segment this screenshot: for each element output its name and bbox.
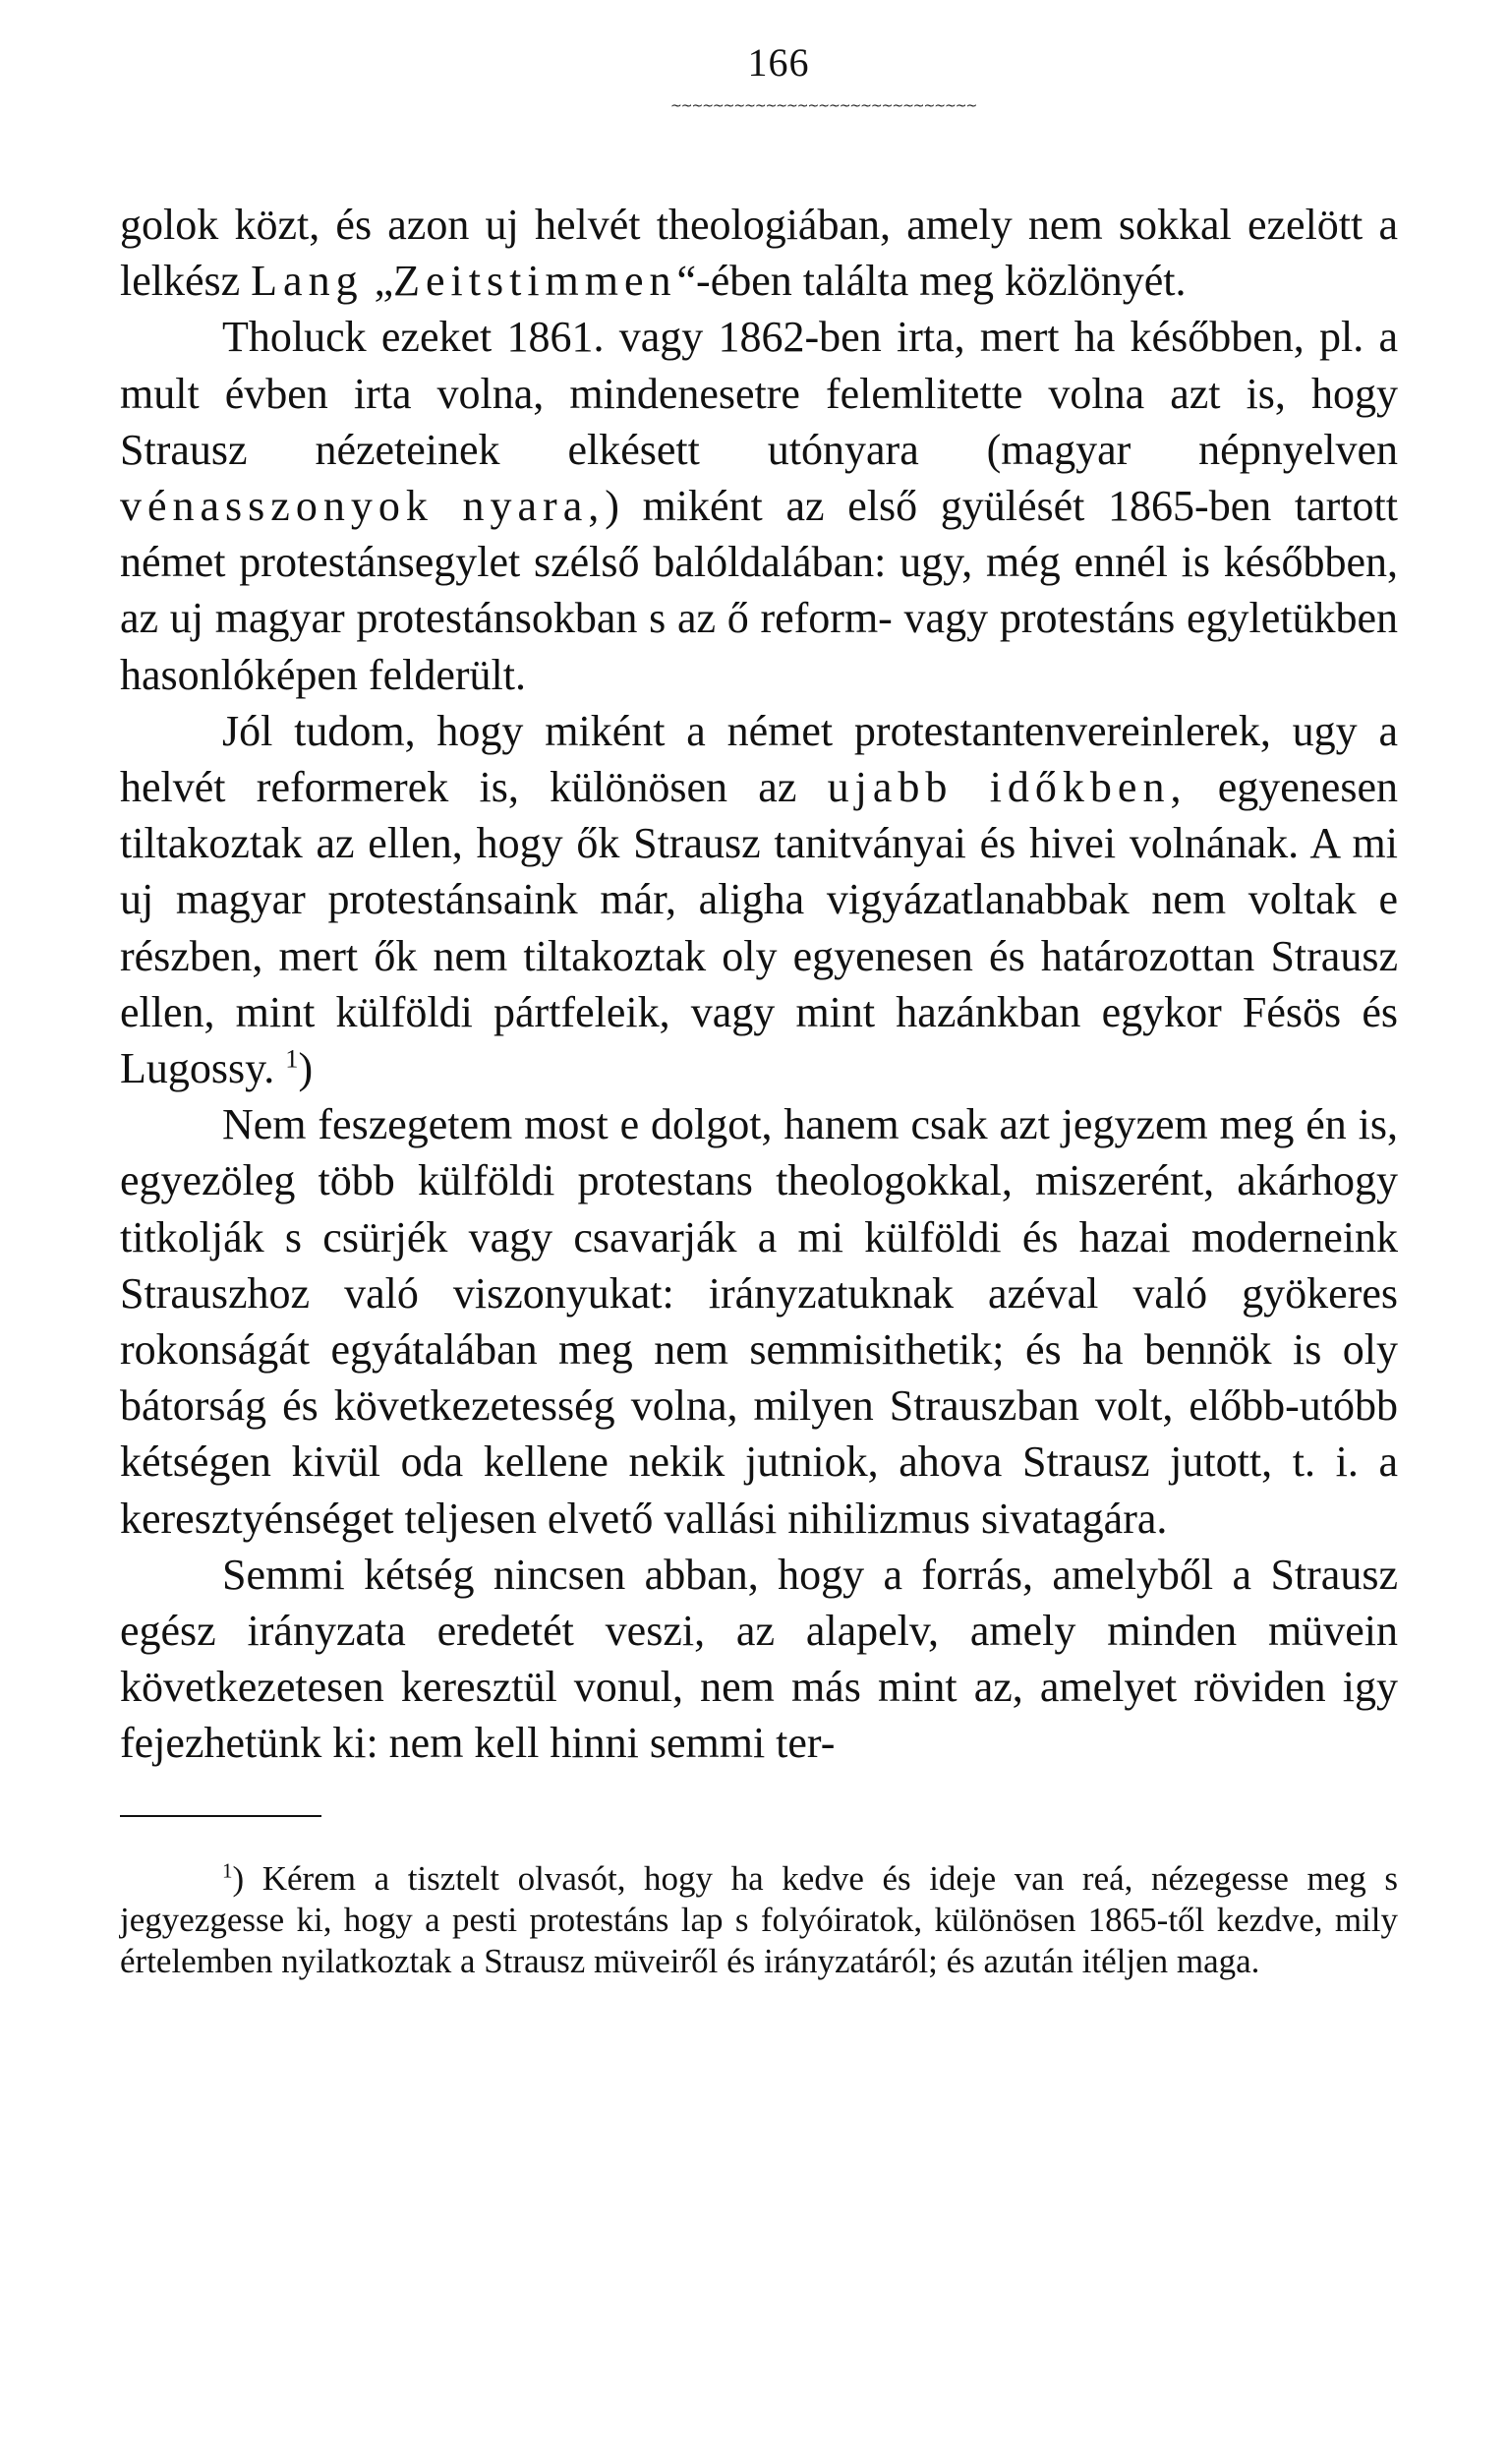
spaced-name-lang: Lang (251, 257, 364, 306)
footnote-text: Kérem a tisztelt olvasót, hogy ha kedve és ideje van reá, nézegesse meg s jegyezgesse ki, hogy a pesti protestáns lap s folyóiratok, különösen 1865-től kezdve, mily értelemben nyilatkoztak a Strausz müveiről és irányzatáról; és azután itéljen maga. (120, 1858, 1398, 1980)
spaced-phrase-ujabb-idokben: ujabb időkben, (827, 763, 1188, 812)
footnotes (120, 1858, 1398, 1982)
footnote-marker: 1 (222, 1858, 233, 1883)
page-number: 166 (747, 40, 810, 85)
paragraph-1: golok közt, és azon uj helvét theologiában, amely nem sokkal ezelött a lelkész Lang „Zeitstimmen“-ében találta meg közlönyét. (120, 201, 1398, 306)
footnote-1: $^1$) Kérem a tisztelt olvasót, hogy ha kedve és ideje van reá, nézegesse meg s jegyezgesse ki, hogy a pesti protestáns lap s folyóiratok, különösen 1865-től kezdve, mily értelemben nyilatkoztak a Strausz müveiről és irányzatáról; és azután itéljen maga. (120, 1858, 1398, 1980)
footnote-divider (120, 1815, 321, 1817)
body-text (120, 197, 1398, 1772)
paragraph-4: Nem feszegetem most e dolgot, hanem csak azt jegyzem meg én is, egyezöleg több külföldi protestans theologokkal, miszerént, akárhogy titkolják s csürjék vagy csavarják a mi külföldi és hazai moderneink Strauszhoz való viszonyukat: irányzatuknak azéval való gyökeres rokonságát egyátalában meg nem semmisithetik; és ha bennök is oly bátorság és következetesség volna, milyen Strauszban volt, előbb-utóbb kétségen kivül oda kellene nekik jutniok, ahova Strausz jutott, t. i. a keresztyénséget teljesen elvető vallási nihilizmus sivatagára. (120, 1100, 1398, 1543)
footnote-reference[interactable]: 1 (285, 1043, 299, 1074)
spaced-phrase-venasszonyok: vénasszonyok nyara, (120, 482, 606, 531)
header-ornament: ~~~~~~~~~~~~~~~~~~~~~~~~~~~~~ (670, 98, 977, 114)
paragraph-2: Tholuck ezeket 1861. vagy 1862-ben irta, mert ha későbben, pl. a mult évben irta volna, mindenesetre felemlitette volna azt is, hogy Strausz nézeteinek elkésett utónyara (magyar népnyelven vénasszonyok nyara,) miként az első gyülését 1865-ben tartott német protestánsegylet szélső balóldalában: ugy, még ennél is későbben, az uj magyar protestánsokban s az ő reform- vagy protestáns egyletükben hasonlóképen felderült. (120, 313, 1399, 699)
paragraph-5: Semmi kétség nincsen abban, hogy a forrás, amelyből a Strausz egész irányzata eredetét veszi, az alapelv, amely minden müvein következetesen keresztül vonul, nem más mint az, amelyet röviden igy fejezhetünk ki: nem kell hinni semmi ter- (120, 1550, 1398, 1768)
spaced-title-zeitstimmen: Zeitstimmen (393, 257, 677, 306)
paragraph-3: Jól tudom, hogy miként a német protestantenvereinlerek, ugy a helvét reformerek is, különösen az ujabb időkben, egyenesen tiltakoztak az ellen, hogy ők Strausz tanitványai és hivei volnának. A mi uj magyar protestánsaink már, aligha vigyázatlanabbak nem voltak e részben, mert ők nem tiltakoztak oly egyenesen és határozottan Strausz ellen, mint külföldi pártfeleik, vagy mint hazánkban egykor Fésös és Lugossy. $^1$) (120, 706, 1398, 1093)
book-page (120, 39, 1398, 1982)
page-header (120, 39, 1398, 128)
